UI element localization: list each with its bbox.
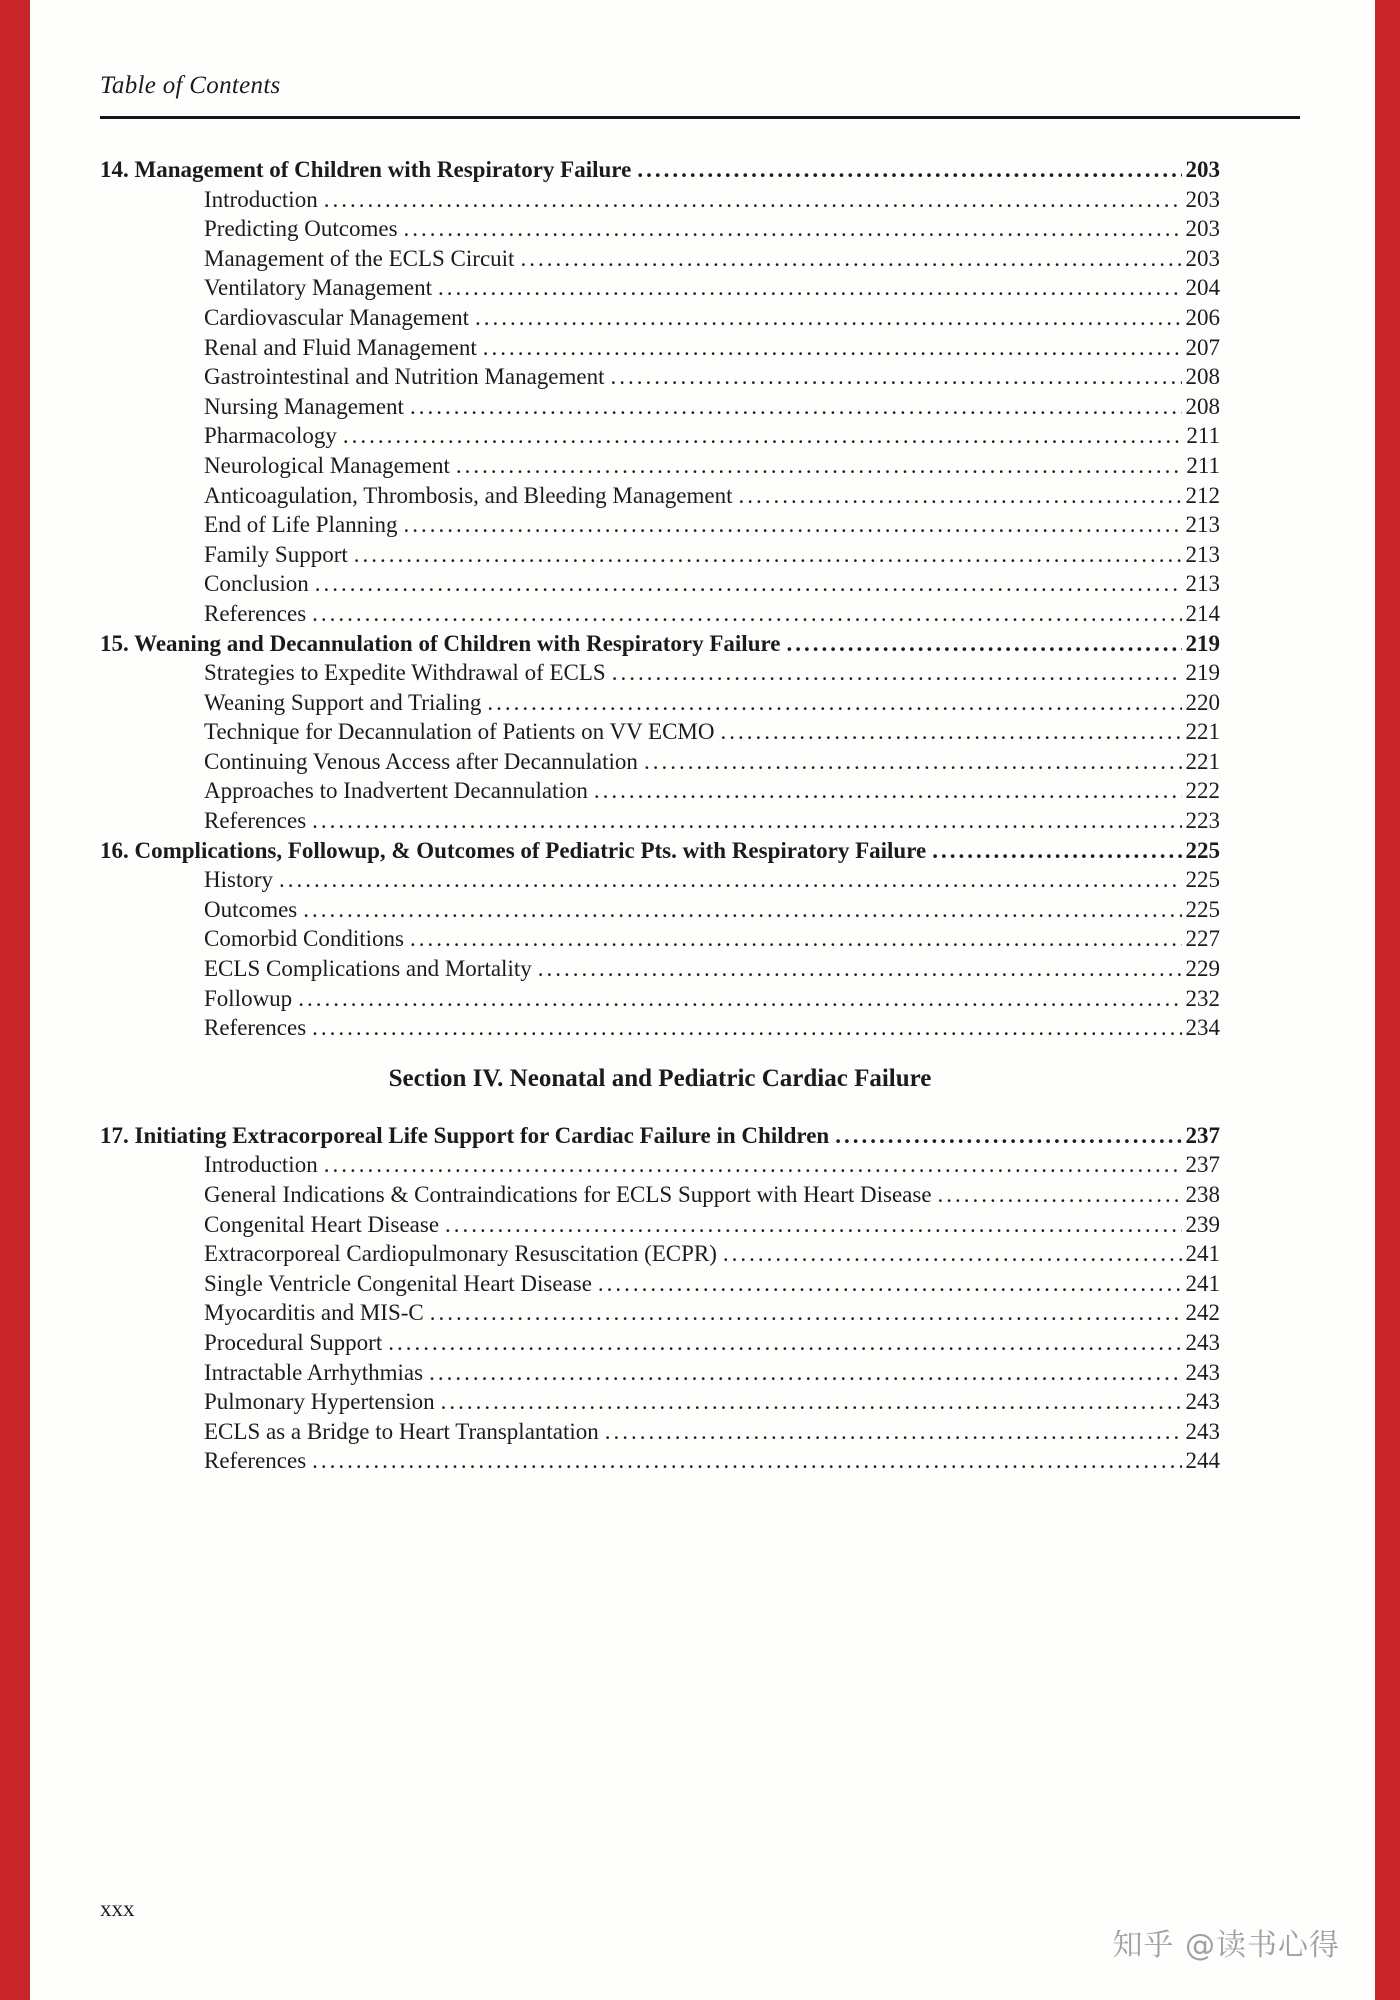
book-edge-right xyxy=(1375,0,1400,2000)
toc-page-number: 203 xyxy=(1185,245,1220,271)
toc-page-number: 227 xyxy=(1185,926,1220,952)
footer-page-number: xxx xyxy=(100,1896,135,1921)
dot-leader xyxy=(404,510,1182,540)
toc-chapter-row xyxy=(100,629,1220,659)
book-edge-left xyxy=(0,0,30,2000)
toc-entry-row xyxy=(100,362,1220,392)
dot-leader xyxy=(835,1121,1181,1151)
toc-entry-row xyxy=(100,776,1220,806)
toc-entry-row xyxy=(100,451,1220,481)
toc-entry-title: Myocarditis and MIS-C xyxy=(204,1300,424,1326)
toc-page-number: 206 xyxy=(1185,304,1220,330)
toc-entry-row xyxy=(100,214,1220,244)
toc-entry-title: Outcomes xyxy=(204,896,298,922)
toc-page-number: 222 xyxy=(1185,778,1220,804)
toc-entry-row xyxy=(100,984,1220,1014)
dot-leader xyxy=(315,569,1182,599)
toc-chapter-title: 15. Weaning and Decannulation of Children with Respiratory Failure xyxy=(100,630,781,656)
dot-leader xyxy=(312,1446,1181,1476)
toc-entry-title: Nursing Management xyxy=(204,393,404,419)
toc-entry-row xyxy=(100,510,1220,540)
dot-leader xyxy=(475,303,1181,333)
dot-leader xyxy=(538,954,1182,984)
toc-page-number: 208 xyxy=(1185,364,1220,390)
toc-entry-title: Intractable Arrhythmias xyxy=(204,1359,424,1385)
toc-page-number: 221 xyxy=(1185,719,1220,745)
toc-page-number: 242 xyxy=(1185,1300,1220,1326)
dot-leader xyxy=(324,1150,1182,1180)
dot-leader xyxy=(303,895,1181,925)
dot-leader xyxy=(441,1387,1182,1417)
toc-entry-row xyxy=(100,1269,1220,1299)
dot-leader xyxy=(312,806,1181,836)
toc-page-number: 213 xyxy=(1185,541,1220,567)
toc-page-number: 232 xyxy=(1185,985,1220,1011)
toc-entry-title: General Indications & Contraindications for ECLS Support with Heart Disease xyxy=(204,1182,932,1207)
toc-chapter-title: 17. Initiating Extracorporeal Life Support for Cardiac Failure in Children xyxy=(100,1122,830,1148)
toc-page-number: 214 xyxy=(1185,600,1220,626)
toc-entry-row xyxy=(100,1298,1220,1328)
toc-entry-row xyxy=(100,1417,1220,1447)
dot-leader xyxy=(312,1013,1181,1043)
dot-leader xyxy=(738,481,1181,511)
toc-entry-title: Single Ventricle Congenital Heart Disease xyxy=(204,1270,592,1296)
toc-entry-title: Strategies to Expedite Withdrawal of ECLS xyxy=(204,660,606,686)
toc-page-number: 225 xyxy=(1185,896,1220,922)
toc-entry-row xyxy=(100,1239,1220,1269)
toc-entry-row xyxy=(100,540,1220,570)
dot-leader xyxy=(932,836,1181,866)
dot-leader xyxy=(594,776,1182,806)
toc-entry-title: Weaning Support and Trialing xyxy=(204,689,482,715)
toc-page-number: 243 xyxy=(1185,1359,1220,1385)
dot-leader xyxy=(430,1298,1182,1328)
toc-page-number: 220 xyxy=(1185,689,1220,715)
toc-page-number: 243 xyxy=(1185,1389,1220,1415)
dot-leader xyxy=(612,658,1182,688)
dot-leader xyxy=(438,273,1181,303)
toc-chapter-row xyxy=(100,1121,1220,1151)
dot-leader xyxy=(938,1180,1182,1210)
toc-entry-row xyxy=(100,688,1220,718)
toc-page-number: 223 xyxy=(1185,808,1220,834)
toc-entry-title: Approaches to Inadvertent Decannulation xyxy=(204,778,588,804)
toc-entry-title: References xyxy=(204,808,307,834)
header-rule xyxy=(100,116,1300,119)
toc-entry-row xyxy=(100,865,1220,895)
toc-page-number: 225 xyxy=(1185,867,1220,893)
toc-entry-row xyxy=(100,717,1220,747)
toc-entry-row xyxy=(100,806,1220,836)
toc-page-number: 225 xyxy=(1185,837,1220,863)
toc-entry-title: Introduction xyxy=(204,186,318,212)
dot-leader xyxy=(644,747,1182,777)
toc-page-number: 219 xyxy=(1185,660,1220,686)
toc-entry-title: References xyxy=(204,1015,307,1041)
toc-entry-row xyxy=(100,333,1220,363)
dot-leader xyxy=(324,185,1182,215)
toc-chapter-title: 16. Complications, Followup, & Outcomes of Pediatric Pts. with Respiratory Failure xyxy=(100,837,927,863)
toc-entry-row xyxy=(100,747,1220,777)
dot-leader xyxy=(487,688,1181,718)
toc-page-number: 203 xyxy=(1185,216,1220,242)
toc-entry-title: Extracorporeal Cardiopulmonary Resuscitation (ECPR) xyxy=(204,1241,717,1267)
toc-page-number: 204 xyxy=(1185,275,1220,301)
toc-entry-row xyxy=(100,273,1220,303)
toc-entry-row xyxy=(100,569,1220,599)
watermark: 知乎 @读书心得 xyxy=(1112,1928,1340,1963)
dot-leader xyxy=(410,924,1182,954)
toc-page-number: 213 xyxy=(1185,512,1220,538)
toc-entry-title: References xyxy=(204,1448,307,1474)
toc-entry-row xyxy=(100,392,1220,422)
toc-entry-row xyxy=(100,1180,1220,1210)
toc-page-number: 244 xyxy=(1185,1448,1220,1474)
toc-entry-title: Renal and Fluid Management xyxy=(204,334,477,360)
toc-page-number: 211 xyxy=(1186,452,1220,478)
toc-entry-row xyxy=(100,1150,1220,1180)
dot-leader xyxy=(637,155,1181,185)
toc-page-number: 207 xyxy=(1185,334,1220,360)
toc-entry-title: Technique for Decannulation of Patients on VV ECMO xyxy=(204,719,715,745)
dot-leader xyxy=(720,717,1181,747)
toc-entry-title: Cardiovascular Management xyxy=(204,304,470,330)
dot-leader xyxy=(611,362,1182,392)
dot-leader xyxy=(404,214,1182,244)
toc-entry-title: Continuing Venous Access after Decannulation xyxy=(204,748,638,774)
toc-entry-row xyxy=(100,1210,1220,1240)
dot-leader xyxy=(312,599,1181,629)
toc-entry-title: Comorbid Conditions xyxy=(204,926,404,952)
toc-entry-title: End of Life Planning xyxy=(204,512,398,538)
dot-leader xyxy=(445,1210,1181,1240)
toc-entry-row xyxy=(100,244,1220,274)
toc-entry-row xyxy=(100,599,1220,629)
toc-entry-row xyxy=(100,1387,1220,1417)
toc-page-number: 238 xyxy=(1185,1182,1220,1207)
toc-entry-row xyxy=(100,895,1220,925)
dot-leader xyxy=(787,629,1182,659)
dot-leader xyxy=(598,1269,1182,1299)
toc-page-number: 211 xyxy=(1186,423,1220,449)
section-heading: Section IV. Neonatal and Pediatric Cardiac Failure xyxy=(388,1064,932,1092)
dot-leader xyxy=(429,1358,1181,1388)
toc-entry-title: Pulmonary Hypertension xyxy=(204,1389,435,1415)
toc-entry-row xyxy=(100,1446,1220,1476)
toc-page-number: 213 xyxy=(1185,571,1220,597)
toc-page-number: 239 xyxy=(1185,1211,1220,1237)
toc-entry-row xyxy=(100,421,1220,451)
toc-page-number: 241 xyxy=(1185,1270,1220,1296)
toc-entry-title: Conclusion xyxy=(204,571,309,597)
dot-leader xyxy=(483,333,1182,363)
toc-page-number: 203 xyxy=(1185,157,1220,182)
dot-leader xyxy=(605,1417,1182,1447)
toc-entry-title: Pharmacology xyxy=(204,423,337,449)
toc-entry-row xyxy=(100,658,1220,688)
toc-entry-title: ECLS Complications and Mortality xyxy=(204,956,532,982)
dot-leader xyxy=(520,244,1181,274)
toc-entry-row xyxy=(100,1328,1220,1358)
toc-entry-row xyxy=(100,303,1220,333)
page-content xyxy=(100,0,1340,2000)
dot-leader xyxy=(388,1328,1181,1358)
dot-leader xyxy=(279,865,1182,895)
toc-chapter-row xyxy=(100,836,1220,866)
toc-entry-title: Management of the ECLS Circuit xyxy=(204,245,515,271)
dot-leader xyxy=(410,392,1182,422)
toc-page-number: 243 xyxy=(1185,1418,1220,1444)
toc-entry-title: Congenital Heart Disease xyxy=(204,1211,440,1237)
dot-leader xyxy=(723,1239,1182,1269)
toc-entry-title: Anticoagulation, Thrombosis, and Bleeding Management xyxy=(204,482,733,508)
toc-entry-title: Ventilatory Management xyxy=(204,275,433,301)
toc-entry-title: Introduction xyxy=(204,1152,318,1178)
toc-entry-row xyxy=(100,924,1220,954)
toc-list xyxy=(100,155,1220,1476)
toc-entry-title: Neurological Management xyxy=(204,452,450,478)
toc-entry-title: Gastrointestinal and Nutrition Management xyxy=(204,364,605,390)
toc-entry-row xyxy=(100,1358,1220,1388)
toc-chapter-title: 14. Management of Children with Respiratory Failure xyxy=(100,157,632,182)
toc-entry-row xyxy=(100,1013,1220,1043)
toc-entry-title: ECLS as a Bridge to Heart Transplantation xyxy=(204,1418,599,1444)
toc-page-number: 212 xyxy=(1185,482,1220,508)
toc-page-number: 234 xyxy=(1185,1015,1220,1041)
toc-entry-title: History xyxy=(204,867,273,893)
toc-page-number: 237 xyxy=(1185,1122,1220,1148)
toc-page-number: 219 xyxy=(1185,630,1220,656)
toc-page-number: 221 xyxy=(1185,748,1220,774)
toc-page-number: 229 xyxy=(1185,956,1220,982)
dot-leader xyxy=(343,421,1182,451)
toc-entry-title: Procedural Support xyxy=(204,1329,383,1355)
toc-entry-title: References xyxy=(204,600,307,626)
toc-chapter-row xyxy=(100,155,1220,185)
toc-page-number: 237 xyxy=(1185,1152,1220,1178)
toc-entry-row xyxy=(100,954,1220,984)
dot-leader xyxy=(298,984,1181,1014)
toc-page-number: 241 xyxy=(1185,1241,1220,1267)
page-header-title: Table of Contents xyxy=(100,72,281,99)
toc-entry-row xyxy=(100,185,1220,215)
toc-page-number: 243 xyxy=(1185,1329,1220,1355)
toc-page-number: 203 xyxy=(1185,186,1220,212)
dot-leader xyxy=(456,451,1182,481)
dot-leader xyxy=(354,540,1182,570)
toc-page-number: 208 xyxy=(1185,393,1220,419)
toc-entry-title: Followup xyxy=(204,985,293,1011)
toc-entry-title: Family Support xyxy=(204,541,348,567)
toc-entry-title: Predicting Outcomes xyxy=(204,216,398,242)
toc-entry-row xyxy=(100,481,1220,511)
